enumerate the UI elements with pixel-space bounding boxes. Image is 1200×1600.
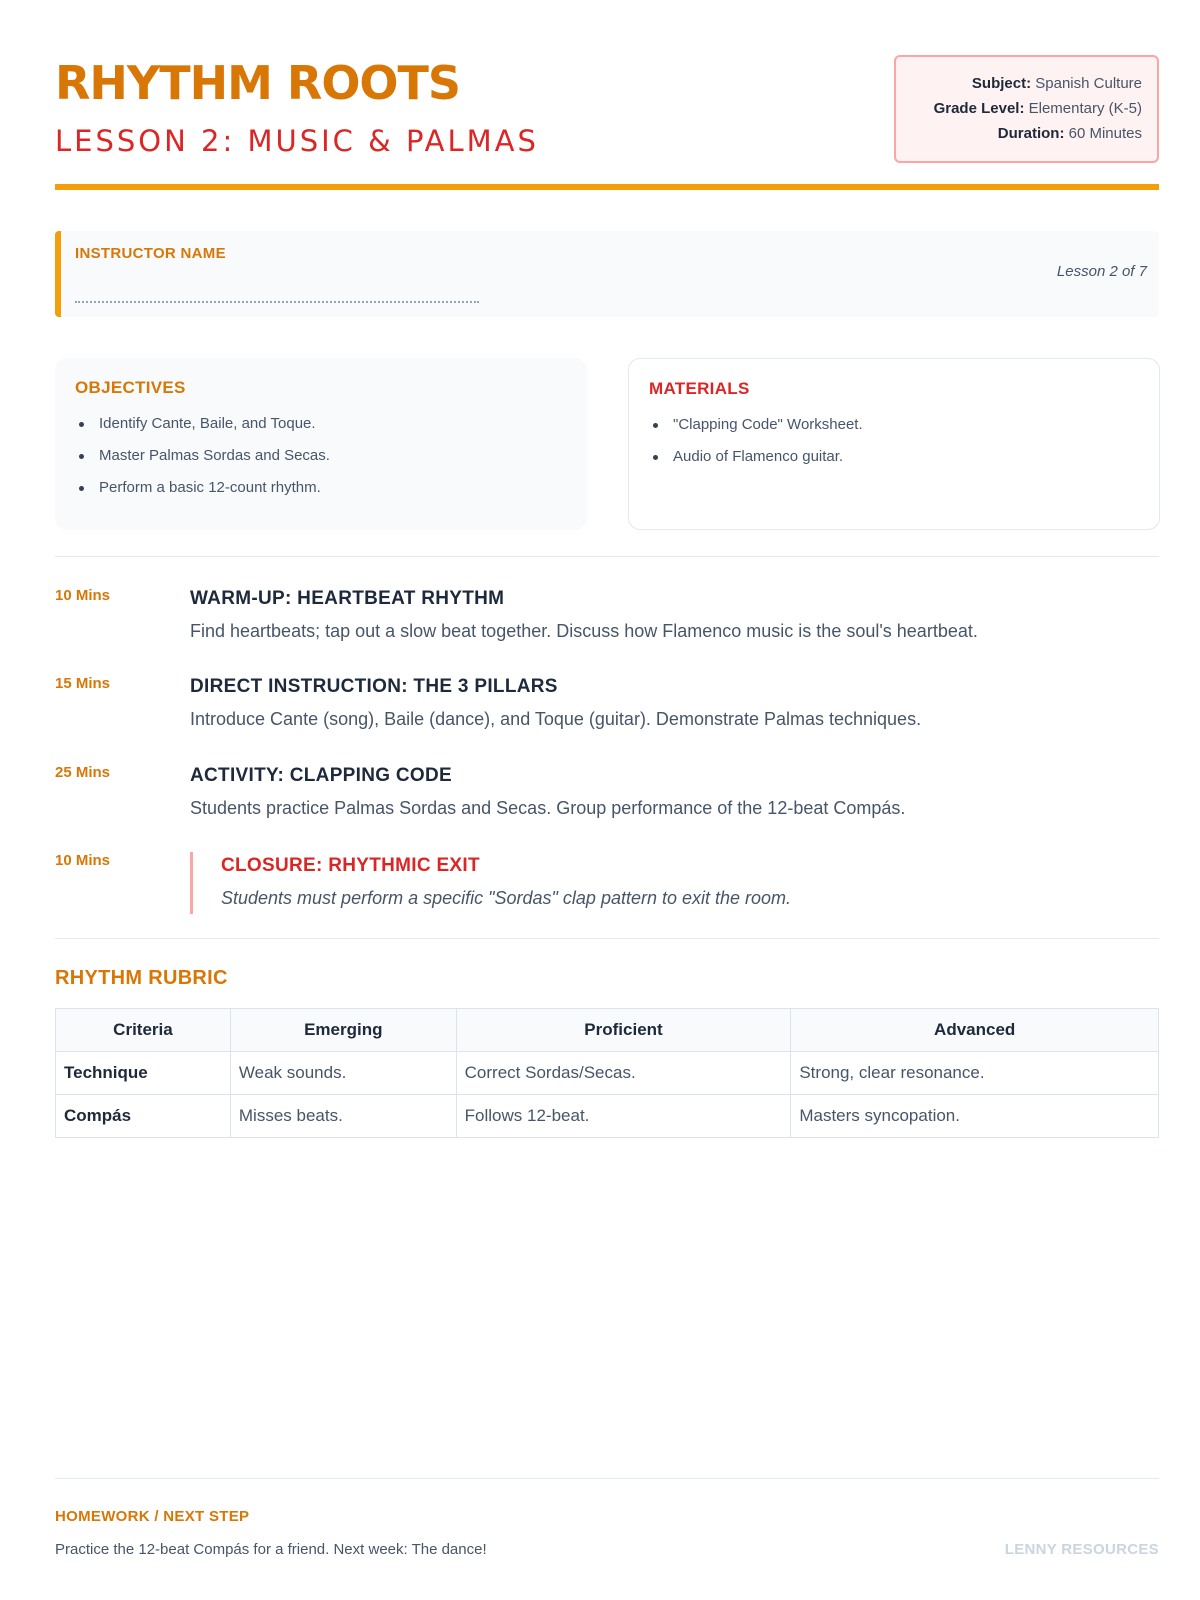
step-time: 25 Mins xyxy=(55,764,111,781)
objective-item: Identify Cante, Baile, and Toque. xyxy=(75,414,567,434)
bullet-icon xyxy=(653,423,658,428)
table-cell: Masters syncopation. xyxy=(791,1095,1159,1138)
column-header: Proficient xyxy=(456,1009,791,1052)
header xyxy=(55,55,1159,190)
column-header: Criteria xyxy=(56,1009,231,1052)
step-title: WARM-UP: HEARTBEAT RHYTHM xyxy=(190,588,505,609)
homework-label: HOMEWORK / NEXT STEP xyxy=(55,1508,250,1525)
table-header-row xyxy=(56,1009,1159,1052)
instructor-name-field[interactable] xyxy=(75,301,479,303)
material-item: Audio of Flamenco guitar. xyxy=(649,447,1139,467)
bullet-icon xyxy=(653,455,658,460)
table-row xyxy=(56,1052,1159,1095)
step-description: Students must perform a specific "Sordas" clap pattern to exit the room. xyxy=(221,888,792,908)
instructor-panel xyxy=(55,231,1159,317)
instructor-name-label: INSTRUCTOR NAME xyxy=(75,245,226,262)
meta-duration: Duration: 60 Minutes xyxy=(997,125,1142,142)
table-cell: Technique xyxy=(56,1052,231,1095)
bullet-icon xyxy=(79,422,84,427)
table-cell: Follows 12-beat. xyxy=(456,1095,791,1138)
step-title: ACTIVITY: CLAPPING CODE xyxy=(190,765,452,786)
objectives-title: OBJECTIVES xyxy=(75,378,186,397)
step-body xyxy=(190,587,1159,643)
step-title: CLOSURE: RHYTHMIC EXIT xyxy=(221,855,480,876)
meta-subject: Subject: Spanish Culture xyxy=(971,75,1142,92)
step-description: Find heartbeats; tap out a slow beat together. Discuss how Flamenco music is the soul's heartbeat. xyxy=(190,621,978,641)
column-header: Emerging xyxy=(230,1009,456,1052)
lesson-title: LESSON 2: MUSIC & PALMAS xyxy=(55,124,539,158)
objectives-card xyxy=(55,358,587,530)
section-divider xyxy=(55,938,1159,939)
table-cell: Strong, clear resonance. xyxy=(791,1052,1159,1095)
table-cell: Weak sounds. xyxy=(230,1052,456,1095)
table-cell: Compás xyxy=(56,1095,231,1138)
step-title: DIRECT INSTRUCTION: THE 3 PILLARS xyxy=(190,676,558,697)
bullet-icon xyxy=(79,486,84,491)
step-body xyxy=(190,675,1159,731)
footer-divider xyxy=(55,1478,1159,1479)
column-header: Advanced xyxy=(791,1009,1159,1052)
step-time: 15 Mins xyxy=(55,675,111,692)
materials-list xyxy=(649,415,1139,467)
step-body xyxy=(190,764,1159,820)
objective-item: Perform a basic 12-count rhythm. xyxy=(75,478,567,498)
step-time: 10 Mins xyxy=(55,852,111,869)
bullet-icon xyxy=(79,454,84,459)
footer-brand: LENNY RESOURCES xyxy=(1004,1541,1159,1558)
brand-title: RHYTHM ROOTS xyxy=(55,56,461,110)
step-description: Introduce Cante (song), Baile (dance), and Toque (guitar). Demonstrate Palmas techniques. xyxy=(190,709,922,729)
rubric-title: RHYTHM RUBRIC xyxy=(55,967,228,989)
step-description: Students practice Palmas Sordas and Secas. Group performance of the 12-beat Compás. xyxy=(190,798,906,818)
lesson-meta-box xyxy=(894,55,1159,163)
table-row xyxy=(56,1095,1159,1138)
closure-callout xyxy=(190,852,1159,914)
material-item: "Clapping Code" Worksheet. xyxy=(649,415,1139,435)
objectives-list xyxy=(75,414,567,498)
materials-title: MATERIALS xyxy=(649,379,750,398)
lesson-progress: Lesson 2 of 7 xyxy=(1056,263,1147,280)
step-time: 10 Mins xyxy=(55,587,111,604)
objective-item: Master Palmas Sordas and Secas. xyxy=(75,446,567,466)
table-cell: Misses beats. xyxy=(230,1095,456,1138)
meta-grade-level: Grade Level: Elementary (K-5) xyxy=(933,100,1142,117)
header-divider xyxy=(55,184,1159,190)
homework-text: Practice the 12-beat Compás for a friend. Next week: The dance! xyxy=(55,1541,487,1558)
rubric-table xyxy=(55,1008,1159,1138)
materials-card xyxy=(628,358,1160,530)
table-cell: Correct Sordas/Secas. xyxy=(456,1052,791,1095)
section-divider xyxy=(55,556,1159,557)
